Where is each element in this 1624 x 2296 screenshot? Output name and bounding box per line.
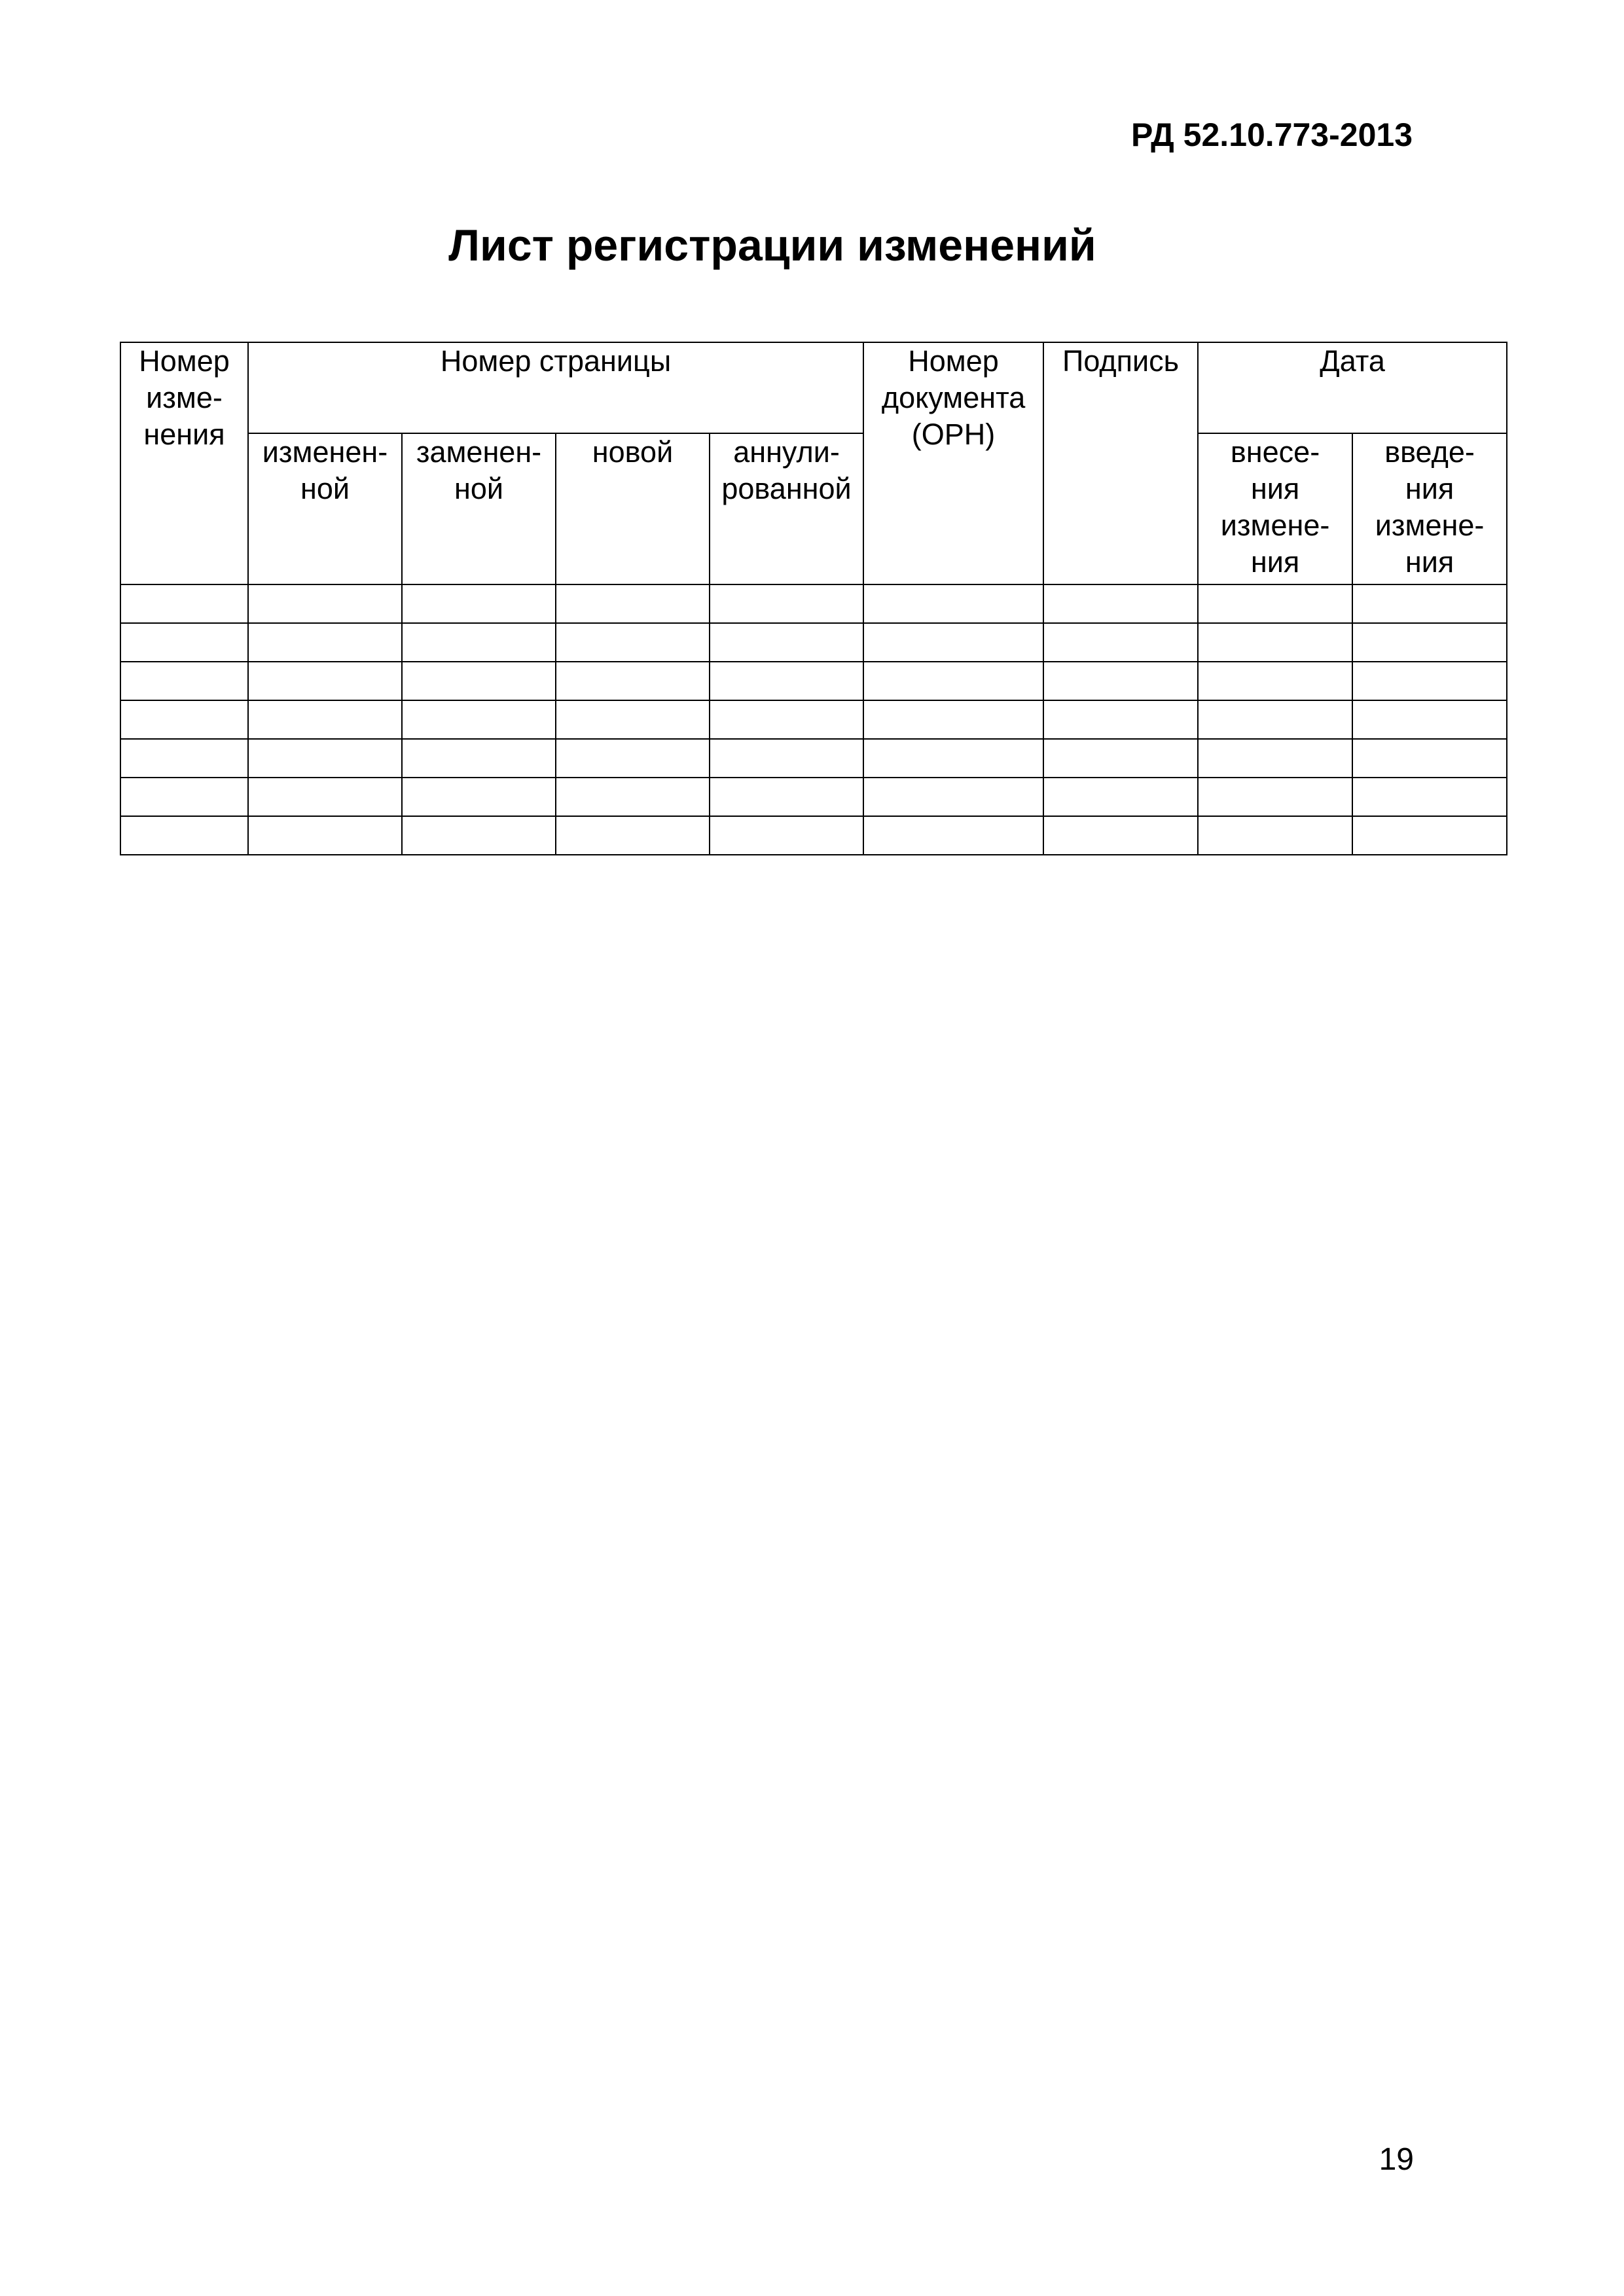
table-cell (1043, 739, 1198, 778)
table-cell (248, 623, 402, 662)
header-page-changed: изменен- ной (248, 433, 402, 584)
table-cell (120, 623, 248, 662)
table-cell (120, 700, 248, 739)
table-cell (556, 584, 710, 623)
table-cell (710, 739, 863, 778)
header-date-group: Дата (1198, 342, 1507, 433)
table-cell (863, 739, 1043, 778)
table-row (120, 700, 1507, 739)
table-cell (1198, 584, 1352, 623)
table-cell (863, 623, 1043, 662)
header-date-introduced: введе- ния измене- ния (1352, 433, 1507, 584)
table-cell (1198, 700, 1352, 739)
table-cell (248, 700, 402, 739)
table-cell (710, 778, 863, 816)
table-header-row-2 (120, 433, 1507, 584)
table-cell (402, 816, 556, 855)
table-cell (248, 584, 402, 623)
table-cell (556, 778, 710, 816)
table-cell (1043, 816, 1198, 855)
change-registration-table (120, 342, 1507, 855)
table-cell (1198, 662, 1352, 700)
table-cell (402, 662, 556, 700)
table-row (120, 816, 1507, 855)
table-cell (402, 739, 556, 778)
table-cell (1043, 623, 1198, 662)
header-page-replaced: заменен- ной (402, 433, 556, 584)
table-cell (402, 623, 556, 662)
header-document-number: Номер документа (ОРН) (863, 342, 1043, 584)
table-cell (1198, 778, 1352, 816)
table-cell (1043, 778, 1198, 816)
table-cell (1043, 662, 1198, 700)
table-cell (248, 662, 402, 700)
table-cell (710, 816, 863, 855)
table-cell (1352, 662, 1507, 700)
table-cell (863, 816, 1043, 855)
table-cell (120, 816, 248, 855)
table-cell (402, 584, 556, 623)
table-row (120, 623, 1507, 662)
table-cell (556, 739, 710, 778)
table-cell (402, 778, 556, 816)
table-cell (248, 816, 402, 855)
table-row (120, 778, 1507, 816)
page-title: Лист регистрации изменений (448, 221, 1096, 270)
table-cell (1352, 816, 1507, 855)
table-cell (120, 584, 248, 623)
table-cell (1352, 584, 1507, 623)
table-cell (1043, 700, 1198, 739)
table-cell (710, 584, 863, 623)
table-cell (1352, 700, 1507, 739)
table-cell (1198, 816, 1352, 855)
table-cell (1352, 623, 1507, 662)
table-cell (863, 700, 1043, 739)
document-code: РД 52.10.773-2013 (1130, 117, 1413, 153)
table-cell (402, 700, 556, 739)
table-row (120, 584, 1507, 623)
table-cell (710, 623, 863, 662)
table-cell (120, 778, 248, 816)
table-cell (863, 584, 1043, 623)
table-cell (1043, 584, 1198, 623)
table-header-row-1 (120, 342, 1507, 433)
header-page-annulled: аннули- рованной (710, 433, 863, 584)
header-signature: Подпись (1043, 342, 1198, 584)
table-cell (1352, 739, 1507, 778)
table-cell (710, 700, 863, 739)
table-cell (556, 623, 710, 662)
table-cell (248, 739, 402, 778)
table-row (120, 739, 1507, 778)
table-cell (1198, 739, 1352, 778)
page-number: 19 (1379, 2142, 1414, 2177)
header-page-new: новой (556, 433, 710, 584)
table-cell (863, 662, 1043, 700)
table-cell (120, 662, 248, 700)
header-change-number: Номер изме- нения (120, 342, 248, 584)
table-cell (863, 778, 1043, 816)
table-cell (556, 700, 710, 739)
table-cell (556, 816, 710, 855)
table-cell (556, 662, 710, 700)
table-cell (710, 662, 863, 700)
header-page-number-group: Номер страницы (248, 342, 863, 433)
table-cell (120, 739, 248, 778)
table-cell (1198, 623, 1352, 662)
table-row (120, 662, 1507, 700)
table-cell (1352, 778, 1507, 816)
table-cell (248, 778, 402, 816)
header-date-entered: внесе- ния измене- ния (1198, 433, 1352, 584)
